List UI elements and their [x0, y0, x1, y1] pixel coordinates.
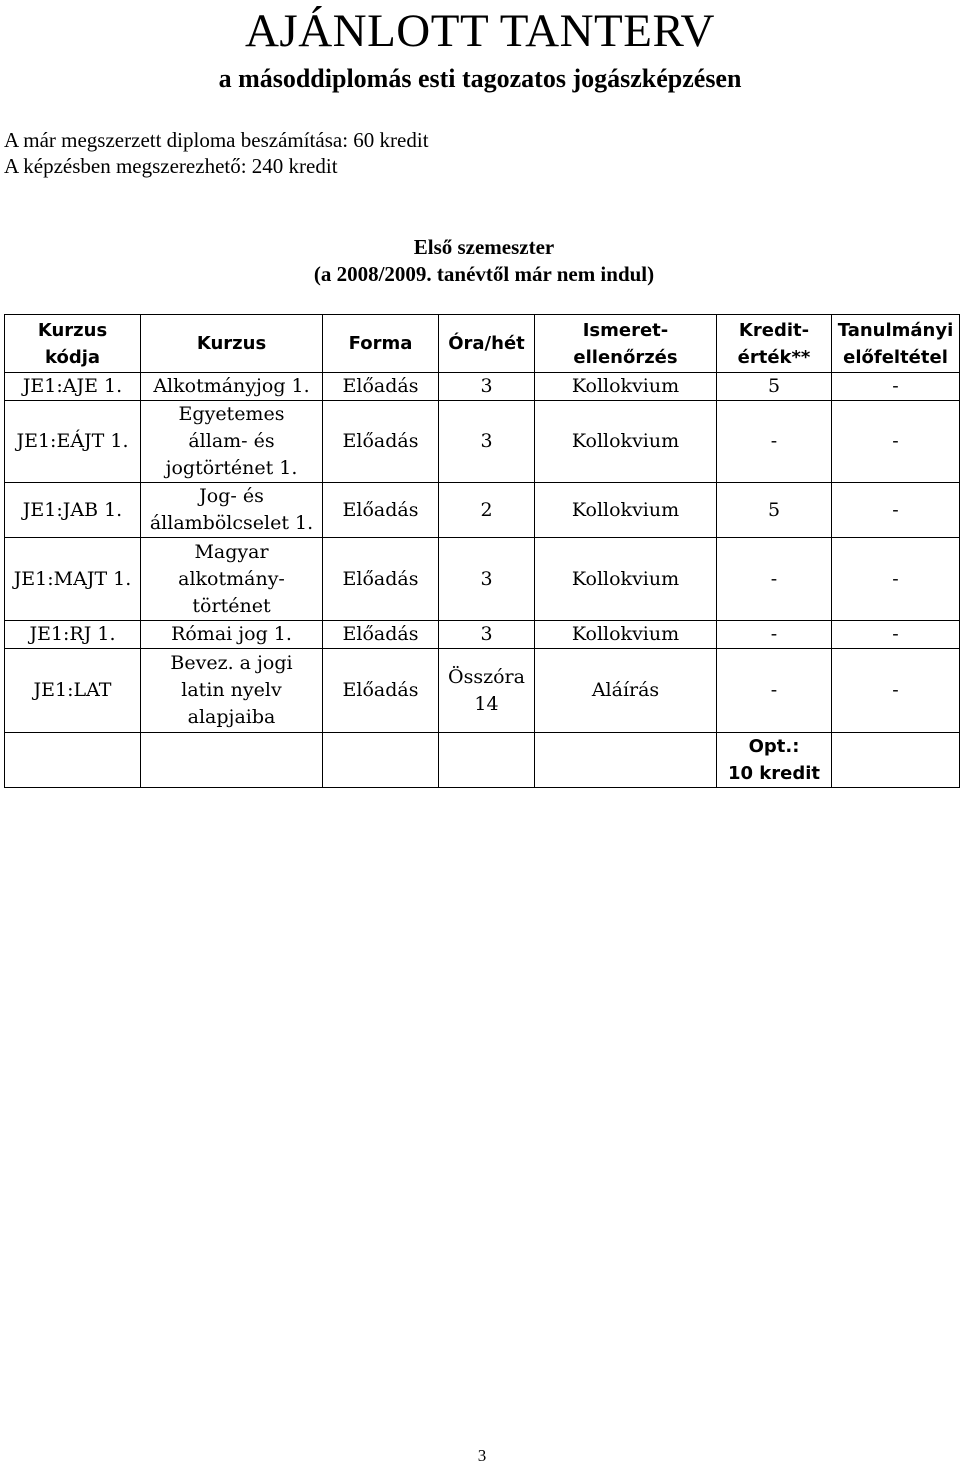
cell-code: JE1:RJ 1.	[5, 621, 141, 649]
cell-prerequisite: -	[832, 401, 960, 483]
cell-prerequisite: -	[832, 483, 960, 538]
cell-credit: -	[717, 401, 832, 483]
cell-code: JE1:LAT	[5, 649, 141, 733]
cell-form: Előadás	[323, 621, 439, 649]
cell-code: JE1:MAJT 1.	[5, 538, 141, 621]
header-exam: Ismeret- ellenőrzés	[535, 315, 717, 373]
cell-empty	[535, 733, 717, 788]
semester-title: Első szemeszter	[413, 235, 555, 259]
table-row	[5, 538, 960, 621]
cell-exam: Aláírás	[535, 649, 717, 733]
cell-hours: 2	[439, 483, 535, 538]
table-row-optional	[5, 733, 960, 788]
cell-exam: Kollokvium	[535, 621, 717, 649]
cell-hours: 3	[439, 401, 535, 483]
header-course-code: Kurzus kódja	[5, 315, 141, 373]
cell-course: Alkotmányjog 1.	[141, 373, 323, 401]
header-credit: Kredit- érték**	[717, 315, 832, 373]
cell-credit: -	[717, 649, 832, 733]
cell-credit: -	[717, 621, 832, 649]
cell-empty	[323, 733, 439, 788]
cell-prerequisite: -	[832, 621, 960, 649]
table-row	[5, 649, 960, 733]
cell-form: Előadás	[323, 401, 439, 483]
cell-course: Egyetemes állam- és jogtörténet 1.	[141, 401, 323, 483]
cell-course: Római jog 1.	[141, 621, 323, 649]
cell-credit: 5	[717, 373, 832, 401]
cell-course: Magyar alkotmány- történet	[141, 538, 323, 621]
curriculum-table	[4, 314, 960, 788]
page-number: 3	[477, 1446, 487, 1465]
cell-form: Előadás	[323, 538, 439, 621]
table-header-row	[5, 315, 960, 373]
header-prerequisite: Tanulmányi előfeltétel	[832, 315, 960, 373]
cell-empty	[832, 733, 960, 788]
cell-code: JE1:EÁJT 1.	[5, 401, 141, 483]
cell-empty	[439, 733, 535, 788]
cell-form: Előadás	[323, 373, 439, 401]
cell-exam: Kollokvium	[535, 538, 717, 621]
cell-hours: Összóra 14	[439, 649, 535, 733]
cell-form: Előadás	[323, 649, 439, 733]
page-title: AJÁNLOTT TANTERV	[244, 5, 715, 57]
table-row	[5, 483, 960, 538]
header-hours: Óra/hét	[439, 315, 535, 373]
cell-exam: Kollokvium	[535, 373, 717, 401]
cell-course: Jog- és állambölcselet 1.	[141, 483, 323, 538]
cell-exam: Kollokvium	[535, 401, 717, 483]
cell-credit: -	[717, 538, 832, 621]
cell-empty	[5, 733, 141, 788]
cell-code: JE1:AJE 1.	[5, 373, 141, 401]
cell-empty	[141, 733, 323, 788]
table-row	[5, 401, 960, 483]
cell-hours: 3	[439, 373, 535, 401]
cell-exam: Kollokvium	[535, 483, 717, 538]
table-row	[5, 373, 960, 401]
cell-credit: 5	[717, 483, 832, 538]
cell-prerequisite: -	[832, 538, 960, 621]
cell-course: Bevez. a jogi latin nyelv alapjaiba	[141, 649, 323, 733]
cell-code: JE1:JAB 1.	[5, 483, 141, 538]
header-course: Kurzus	[141, 315, 323, 373]
cell-prerequisite: -	[832, 649, 960, 733]
cell-hours: 3	[439, 538, 535, 621]
page-subtitle: a másoddiplomás esti tagozatos jogászképzésen	[218, 64, 742, 93]
table-row	[5, 621, 960, 649]
cell-form: Előadás	[323, 483, 439, 538]
semester-note: (a 2008/2009. tanévtől már nem indul)	[313, 262, 655, 286]
cell-prerequisite: -	[832, 373, 960, 401]
header-form: Forma	[323, 315, 439, 373]
info-prior-diploma-credit: A már megszerzett diploma beszámítása: 60 kredit	[4, 128, 429, 152]
cell-hours: 3	[439, 621, 535, 649]
info-total-credit: A képzésben megszerezhető: 240 kredit	[4, 154, 338, 178]
cell-optional-credit: Opt.: 10 kredit	[717, 733, 832, 788]
